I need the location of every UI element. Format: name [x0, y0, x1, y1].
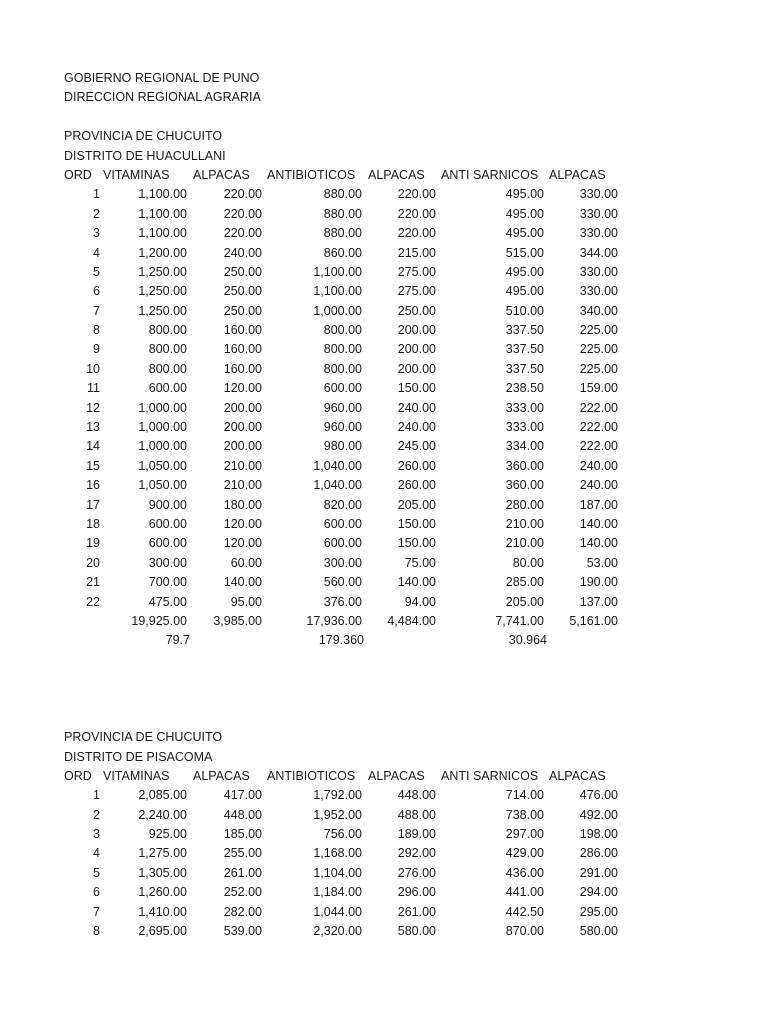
section-huacullani: [64, 127, 644, 651]
cell-alpacas: 330.00: [579, 206, 618, 221]
total-anti-sarnicos: 7,741.00: [495, 613, 544, 628]
table-row: [64, 302, 644, 321]
cell-vitaminas: 1,200.00: [138, 245, 187, 260]
cell-alpacas: 160.00: [223, 361, 262, 376]
col-header-vitaminas: VITAMINAS: [103, 167, 170, 182]
cell-ord: 21: [86, 575, 100, 590]
cell-vitaminas: 925.00: [148, 827, 187, 842]
cell-ord: 6: [93, 885, 100, 900]
cell-alpacas: 255.00: [223, 846, 262, 861]
cell-antibioticos: 800.00: [323, 361, 362, 376]
cell-ord: 18: [86, 516, 100, 531]
cell-antibioticos: 600.00: [323, 536, 362, 551]
averages-row: [64, 631, 644, 650]
column-header-row: [64, 767, 644, 786]
total-antibioticos: 17,936.00: [306, 613, 362, 628]
cell-anti-sarnicos: 337.50: [505, 361, 544, 376]
cell-anti-sarnicos: 337.50: [505, 323, 544, 338]
cell-alpacas: 150.00: [397, 516, 436, 531]
table-row: [64, 786, 644, 805]
cell-alpacas: 220.00: [397, 187, 436, 202]
cell-ord: 10: [86, 361, 100, 376]
cell-anti-sarnicos: 495.00: [505, 226, 544, 241]
cell-anti-sarnicos: 495.00: [505, 206, 544, 221]
cell-ord: 15: [86, 458, 100, 473]
cell-vitaminas: 1,100.00: [138, 187, 187, 202]
cell-alpacas: 222.00: [579, 439, 618, 454]
cell-alpacas: 220.00: [397, 226, 436, 241]
table-row: [64, 534, 644, 553]
cell-vitaminas: 1,250.00: [138, 284, 187, 299]
table-row: [64, 573, 644, 592]
col-header-ord: ORD: [64, 167, 92, 182]
section-pisacoma: [64, 728, 644, 941]
cell-alpacas: 250.00: [223, 303, 262, 318]
cell-anti-sarnicos: 360.00: [505, 478, 544, 493]
cell-antibioticos: 1,952.00: [313, 807, 362, 822]
cell-ord: 16: [86, 478, 100, 493]
cell-ord: 2: [93, 807, 100, 822]
table-row: [64, 825, 644, 844]
cell-antibioticos: 1,104.00: [313, 865, 362, 880]
cell-antibioticos: 600.00: [323, 516, 362, 531]
cell-alpacas: 120.00: [223, 381, 262, 396]
col-header-alpacas: ALPACAS: [368, 768, 425, 783]
column-header-row: [64, 166, 644, 185]
col-header-alpacas: ALPACAS: [193, 167, 250, 182]
cell-antibioticos: 960.00: [323, 400, 362, 415]
cell-antibioticos: 1,100.00: [313, 264, 362, 279]
cell-anti-sarnicos: 334.00: [505, 439, 544, 454]
cell-alpacas: 180.00: [223, 497, 262, 512]
average-vitaminas: 79.7: [165, 633, 190, 648]
cell-alpacas: 225.00: [579, 323, 618, 338]
cell-ord: 1: [93, 187, 100, 202]
cell-alpacas: 417.00: [223, 788, 262, 803]
cell-alpacas: 120.00: [223, 536, 262, 551]
cell-antibioticos: 756.00: [323, 827, 362, 842]
cell-anti-sarnicos: 337.50: [505, 342, 544, 357]
cell-antibioticos: 300.00: [323, 555, 362, 570]
table-row: [64, 379, 644, 398]
cell-alpacas: 159.00: [579, 381, 618, 396]
cell-anti-sarnicos: 495.00: [505, 284, 544, 299]
table-row: [64, 593, 644, 612]
cell-alpacas: 160.00: [223, 342, 262, 357]
col-header-anti-sarnicos: ANTI SARNICOS: [441, 768, 539, 783]
cell-alpacas: 140.00: [397, 575, 436, 590]
cell-antibioticos: 880.00: [323, 226, 362, 241]
document-page: [64, 69, 644, 941]
cell-anti-sarnicos: 80.00: [512, 555, 544, 570]
cell-ord: 8: [93, 924, 100, 939]
cell-anti-sarnicos: 441.00: [505, 885, 544, 900]
cell-alpacas: 476.00: [579, 788, 618, 803]
cell-alpacas: 160.00: [223, 323, 262, 338]
cell-alpacas: 250.00: [223, 284, 262, 299]
cell-ord: 5: [93, 264, 100, 279]
cell-alpacas: 200.00: [223, 400, 262, 415]
cell-ord: 11: [87, 381, 100, 396]
cell-alpacas: 292.00: [397, 846, 436, 861]
cell-ord: 3: [93, 827, 100, 842]
cell-vitaminas: 1,260.00: [138, 885, 187, 900]
cell-antibioticos: 1,792.00: [313, 788, 362, 803]
cell-ord: 5: [93, 865, 100, 880]
cell-alpacas: 240.00: [397, 420, 436, 435]
cell-alpacas: 330.00: [579, 284, 618, 299]
cell-alpacas: 140.00: [223, 575, 262, 590]
cell-vitaminas: 2,240.00: [138, 807, 187, 822]
cell-vitaminas: 1,000.00: [138, 420, 187, 435]
cell-alpacas: 448.00: [397, 788, 436, 803]
cell-alpacas: 250.00: [223, 264, 262, 279]
cell-anti-sarnicos: 210.00: [505, 536, 544, 551]
cell-alpacas: 200.00: [397, 342, 436, 357]
average-antibioticos: 179.360: [318, 633, 364, 648]
province-title: PROVINCIA DE CHUCUITO: [64, 129, 223, 144]
cell-alpacas: 240.00: [223, 245, 262, 260]
cell-vitaminas: 1,250.00: [138, 264, 187, 279]
cell-alpacas: 220.00: [223, 226, 262, 241]
table-row: [64, 399, 644, 418]
cell-vitaminas: 600.00: [148, 381, 187, 396]
cell-alpacas: 240.00: [397, 400, 436, 415]
table-row: [64, 282, 644, 301]
cell-anti-sarnicos: 495.00: [505, 264, 544, 279]
cell-ord: 17: [86, 497, 100, 512]
spacer: [64, 108, 644, 127]
col-header-alpacas: ALPACAS: [193, 768, 250, 783]
table-row: [64, 903, 644, 922]
cell-ord: 12: [86, 400, 100, 415]
cell-ord: 2: [93, 206, 100, 221]
cell-vitaminas: 1,100.00: [138, 226, 187, 241]
cell-antibioticos: 1,168.00: [313, 846, 362, 861]
cell-alpacas: 185.00: [223, 827, 262, 842]
cell-alpacas: 294.00: [579, 885, 618, 900]
cell-alpacas: 220.00: [223, 206, 262, 221]
cell-alpacas: 488.00: [397, 807, 436, 822]
cell-alpacas: 150.00: [397, 381, 436, 396]
cell-alpacas: 220.00: [397, 206, 436, 221]
cell-alpacas: 275.00: [397, 264, 436, 279]
cell-alpacas: 53.00: [586, 555, 618, 570]
cell-alpacas: 120.00: [223, 516, 262, 531]
cell-anti-sarnicos: 205.00: [505, 594, 544, 609]
cell-antibioticos: 600.00: [323, 381, 362, 396]
cell-alpacas: 205.00: [397, 497, 436, 512]
cell-antibioticos: 2,320.00: [313, 924, 362, 939]
cell-vitaminas: 1,000.00: [138, 400, 187, 415]
cell-ord: 6: [93, 284, 100, 299]
cell-alpacas: 330.00: [579, 187, 618, 202]
cell-vitaminas: 1,000.00: [138, 439, 187, 454]
table-row: [64, 340, 644, 359]
spacer: [64, 709, 644, 728]
cell-ord: 7: [93, 904, 100, 919]
cell-anti-sarnicos: 436.00: [505, 865, 544, 880]
table-row: [64, 844, 644, 863]
cell-vitaminas: 600.00: [148, 536, 187, 551]
cell-ord: 14: [86, 439, 100, 454]
cell-anti-sarnicos: 738.00: [505, 807, 544, 822]
table-row: [64, 883, 644, 902]
col-header-anti-sarnicos: ANTI SARNICOS: [441, 167, 539, 182]
cell-vitaminas: 2,085.00: [138, 788, 187, 803]
cell-ord: 19: [86, 536, 100, 551]
table-row: [64, 806, 644, 825]
average-anti-sarnicos: 30.964: [508, 633, 547, 648]
cell-vitaminas: 700.00: [148, 575, 187, 590]
cell-alpacas: 282.00: [223, 904, 262, 919]
cell-alpacas: 492.00: [579, 807, 618, 822]
header-direction: DIRECCION REGIONAL AGRARIA: [64, 90, 261, 105]
cell-vitaminas: 800.00: [148, 342, 187, 357]
cell-alpacas: 291.00: [579, 865, 618, 880]
cell-antibioticos: 376.00: [323, 594, 362, 609]
cell-anti-sarnicos: 870.00: [505, 924, 544, 939]
cell-vitaminas: 1,050.00: [138, 458, 187, 473]
col-header-vitaminas: VITAMINAS: [103, 768, 170, 783]
col-header-antibioticos: ANTIBIOTICOS: [267, 167, 356, 182]
total-alpacas: 3,985.00: [213, 613, 262, 628]
cell-antibioticos: 1,040.00: [313, 478, 362, 493]
cell-anti-sarnicos: 714.00: [505, 788, 544, 803]
cell-alpacas: 189.00: [397, 827, 436, 842]
cell-ord: 22: [86, 594, 100, 609]
cell-anti-sarnicos: 333.00: [505, 420, 544, 435]
cell-vitaminas: 1,410.00: [138, 904, 187, 919]
cell-alpacas: 225.00: [579, 361, 618, 376]
cell-anti-sarnicos: 495.00: [505, 187, 544, 202]
cell-alpacas: 222.00: [579, 420, 618, 435]
cell-antibioticos: 960.00: [323, 420, 362, 435]
table-row: [64, 922, 644, 941]
cell-ord: 20: [86, 555, 100, 570]
table-row: [64, 496, 644, 515]
table-body: [64, 185, 644, 612]
table-row: [64, 418, 644, 437]
cell-alpacas: 210.00: [223, 458, 262, 473]
cell-antibioticos: 980.00: [323, 439, 362, 454]
totals-row: [64, 612, 644, 631]
cell-antibioticos: 1,040.00: [313, 458, 362, 473]
cell-anti-sarnicos: 280.00: [505, 497, 544, 512]
col-header-alpacas: ALPACAS: [368, 167, 425, 182]
table-row: [64, 360, 644, 379]
cell-alpacas: 190.00: [579, 575, 618, 590]
cell-vitaminas: 800.00: [148, 361, 187, 376]
cell-alpacas: 330.00: [579, 226, 618, 241]
cell-vitaminas: 2,695.00: [138, 924, 187, 939]
cell-antibioticos: 800.00: [323, 323, 362, 338]
cell-anti-sarnicos: 285.00: [505, 575, 544, 590]
cell-alpacas: 286.00: [579, 846, 618, 861]
table-row: [64, 321, 644, 340]
cell-vitaminas: 1,305.00: [138, 865, 187, 880]
header-government: GOBIERNO REGIONAL DE PUNO: [64, 71, 260, 85]
table-row: [64, 224, 644, 243]
cell-alpacas: 150.00: [397, 536, 436, 551]
cell-ord: 3: [93, 226, 100, 241]
cell-alpacas: 340.00: [579, 303, 618, 318]
table-row: [64, 263, 644, 282]
cell-alpacas: 187.00: [579, 497, 618, 512]
cell-alpacas: 225.00: [579, 342, 618, 357]
cell-anti-sarnicos: 510.00: [505, 303, 544, 318]
cell-alpacas: 137.00: [579, 594, 618, 609]
cell-alpacas: 95.00: [230, 594, 262, 609]
cell-alpacas: 580.00: [579, 924, 618, 939]
col-header-alpacas: ALPACAS: [549, 768, 606, 783]
cell-antibioticos: 880.00: [323, 187, 362, 202]
cell-alpacas: 240.00: [579, 478, 618, 493]
cell-antibioticos: 800.00: [323, 342, 362, 357]
cell-alpacas: 198.00: [579, 827, 618, 842]
cell-ord: 1: [93, 788, 100, 803]
cell-anti-sarnicos: 210.00: [505, 516, 544, 531]
cell-alpacas: 220.00: [223, 187, 262, 202]
cell-vitaminas: 900.00: [148, 497, 187, 512]
cell-antibioticos: 1,100.00: [313, 284, 362, 299]
cell-antibioticos: 880.00: [323, 206, 362, 221]
cell-alpacas: 539.00: [223, 924, 262, 939]
cell-vitaminas: 475.00: [148, 594, 187, 609]
cell-alpacas: 252.00: [223, 885, 262, 900]
cell-antibioticos: 860.00: [323, 245, 362, 260]
cell-alpacas: 330.00: [579, 264, 618, 279]
table-row: [64, 515, 644, 534]
cell-vitaminas: 800.00: [148, 323, 187, 338]
total-vitaminas: 19,925.00: [131, 613, 187, 628]
cell-anti-sarnicos: 515.00: [505, 245, 544, 260]
table-body: [64, 786, 644, 941]
table-row: [64, 185, 644, 204]
cell-alpacas: 276.00: [397, 865, 436, 880]
cell-alpacas: 260.00: [397, 478, 436, 493]
table-row: [64, 476, 644, 495]
col-header-alpacas: ALPACAS: [549, 167, 606, 182]
cell-vitaminas: 1,100.00: [138, 206, 187, 221]
table-row: [64, 554, 644, 573]
cell-alpacas: 245.00: [397, 439, 436, 454]
cell-alpacas: 275.00: [397, 284, 436, 299]
cell-alpacas: 295.00: [579, 904, 618, 919]
cell-anti-sarnicos: 429.00: [505, 846, 544, 861]
cell-alpacas: 296.00: [397, 885, 436, 900]
table-row: [64, 437, 644, 456]
cell-vitaminas: 1,250.00: [138, 303, 187, 318]
cell-alpacas: 210.00: [223, 478, 262, 493]
col-header-antibioticos: ANTIBIOTICOS: [267, 768, 356, 783]
cell-alpacas: 140.00: [579, 536, 618, 551]
cell-alpacas: 140.00: [579, 516, 618, 531]
cell-ord: 7: [93, 303, 100, 318]
cell-vitaminas: 1,050.00: [138, 478, 187, 493]
cell-anti-sarnicos: 238.50: [505, 381, 544, 396]
cell-vitaminas: 1,275.00: [138, 846, 187, 861]
table-row: [64, 457, 644, 476]
cell-alpacas: 344.00: [579, 245, 618, 260]
cell-alpacas: 261.00: [397, 904, 436, 919]
cell-antibioticos: 820.00: [323, 497, 362, 512]
cell-ord: 8: [93, 323, 100, 338]
cell-ord: 9: [93, 342, 100, 357]
cell-alpacas: 261.00: [223, 865, 262, 880]
cell-alpacas: 200.00: [397, 323, 436, 338]
cell-alpacas: 75.00: [404, 555, 436, 570]
district-title: DISTRITO DE HUACULLANI: [64, 148, 226, 163]
cell-alpacas: 580.00: [397, 924, 436, 939]
cell-anti-sarnicos: 360.00: [505, 458, 544, 473]
cell-antibioticos: 560.00: [323, 575, 362, 590]
cell-alpacas: 200.00: [223, 420, 262, 435]
cell-antibioticos: 1,044.00: [313, 904, 362, 919]
total-alpacas: 5,161.00: [569, 613, 618, 628]
cell-alpacas: 94.00: [404, 594, 436, 609]
table-row: [64, 864, 644, 883]
table-row: [64, 244, 644, 263]
table-row: [64, 205, 644, 224]
cell-alpacas: 215.00: [397, 245, 436, 260]
cell-antibioticos: 1,000.00: [313, 303, 362, 318]
cell-alpacas: 240.00: [579, 458, 618, 473]
cell-anti-sarnicos: 297.00: [505, 827, 544, 842]
spacer: [64, 651, 644, 709]
col-header-ord: ORD: [64, 768, 92, 783]
cell-anti-sarnicos: 442.50: [505, 904, 544, 919]
district-title: DISTRITO DE PISACOMA: [64, 749, 213, 764]
cell-alpacas: 200.00: [397, 361, 436, 376]
cell-alpacas: 222.00: [579, 400, 618, 415]
cell-alpacas: 260.00: [397, 458, 436, 473]
cell-ord: 4: [93, 245, 100, 260]
cell-antibioticos: 1,184.00: [313, 885, 362, 900]
cell-anti-sarnicos: 333.00: [505, 400, 544, 415]
cell-ord: 13: [86, 420, 100, 435]
cell-alpacas: 250.00: [397, 303, 436, 318]
province-title: PROVINCIA DE CHUCUITO: [64, 730, 223, 745]
cell-alpacas: 448.00: [223, 807, 262, 822]
cell-alpacas: 200.00: [223, 439, 262, 454]
cell-vitaminas: 600.00: [148, 516, 187, 531]
total-alpacas: 4,484.00: [387, 613, 436, 628]
cell-alpacas: 60.00: [230, 555, 262, 570]
cell-vitaminas: 300.00: [148, 555, 187, 570]
cell-ord: 4: [93, 846, 100, 861]
